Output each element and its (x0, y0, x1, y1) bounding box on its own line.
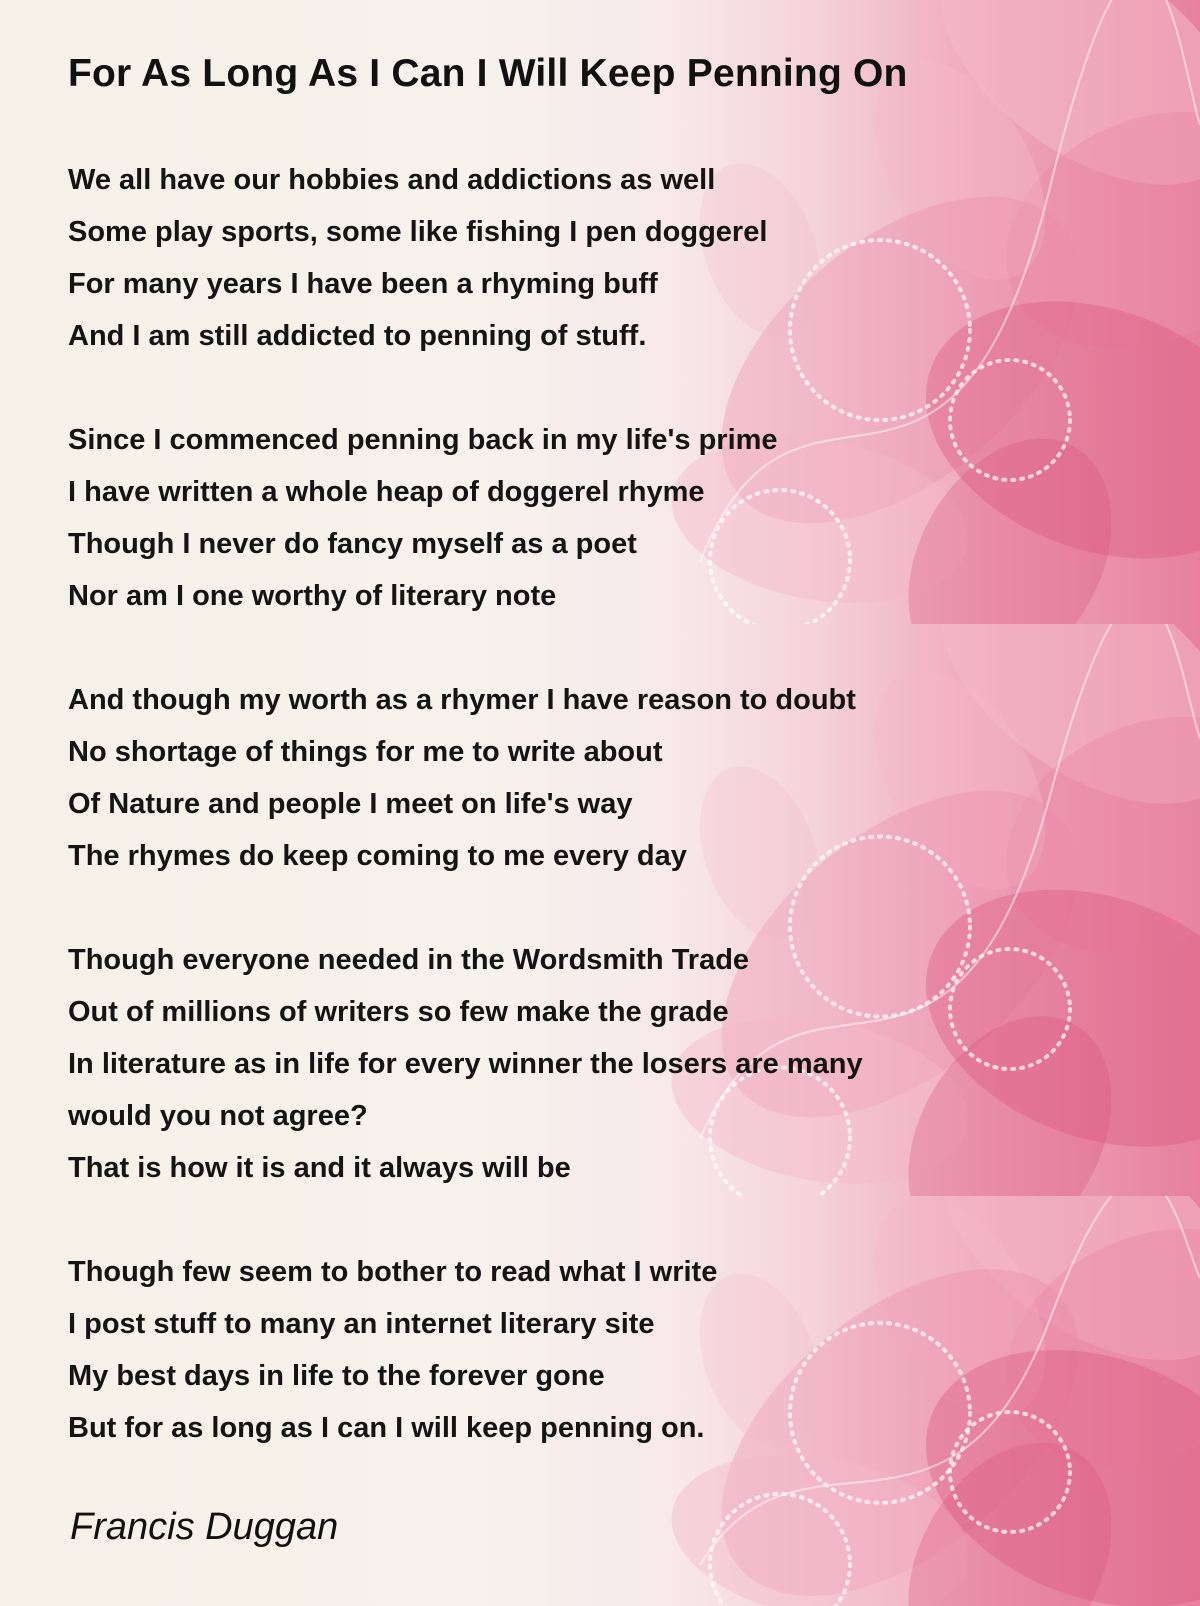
poem-line: would you not agree? (68, 1100, 368, 1132)
stanza (68, 934, 863, 1194)
poem-line: That is how it is and it always will be (68, 1152, 571, 1184)
poem-line: Since I commenced penning back in my life's prime (68, 424, 778, 456)
poem-line: Though I never do fancy myself as a poet (68, 528, 637, 560)
poem-line: Though everyone needed in the Wordsmith Trade (68, 944, 750, 976)
poem-line: I have written a whole heap of doggerel rhyme (68, 476, 705, 508)
stanza-break (68, 362, 863, 414)
poem-line: My best days in life to the forever gone (68, 1360, 605, 1392)
poem-line: For many years I have been a rhyming buff (68, 268, 658, 300)
stanza (68, 674, 863, 882)
poem-line: Some play sports, some like fishing I pen doggerel (68, 216, 768, 248)
stanza (68, 414, 863, 622)
stanza (68, 1246, 863, 1454)
poem-title: For As Long As I Can I Will Keep Penning On (68, 52, 908, 95)
poem-line: No shortage of things for me to write about (68, 736, 663, 768)
poem-line: And though my worth as a rhymer I have reason to doubt (68, 684, 856, 716)
stanza-break (68, 622, 863, 674)
poem-line: But for as long as I can I will keep penning on. (68, 1412, 705, 1444)
poem-line: The rhymes do keep coming to me every day (68, 840, 687, 872)
poem-line: We all have our hobbies and addictions as well (68, 164, 716, 196)
poem-line: I post stuff to many an internet literary site (68, 1308, 655, 1340)
poem-body (68, 154, 863, 1454)
poem-line: Though few seem to bother to read what I write (68, 1256, 718, 1288)
poem-line: Out of millions of writers so few make the grade (68, 996, 729, 1028)
stanza-break (68, 1194, 863, 1246)
poem-author: Francis Duggan (70, 1506, 339, 1548)
stanza (68, 154, 863, 362)
poem-line: Nor am I one worthy of literary note (68, 580, 557, 612)
poem-line: In literature as in life for every winner the losers are many (68, 1048, 863, 1080)
poem-line: And I am still addicted to penning of stuff. (68, 320, 647, 352)
poem-line: Of Nature and people I meet on life's way (68, 788, 633, 820)
stanza-break (68, 882, 863, 934)
